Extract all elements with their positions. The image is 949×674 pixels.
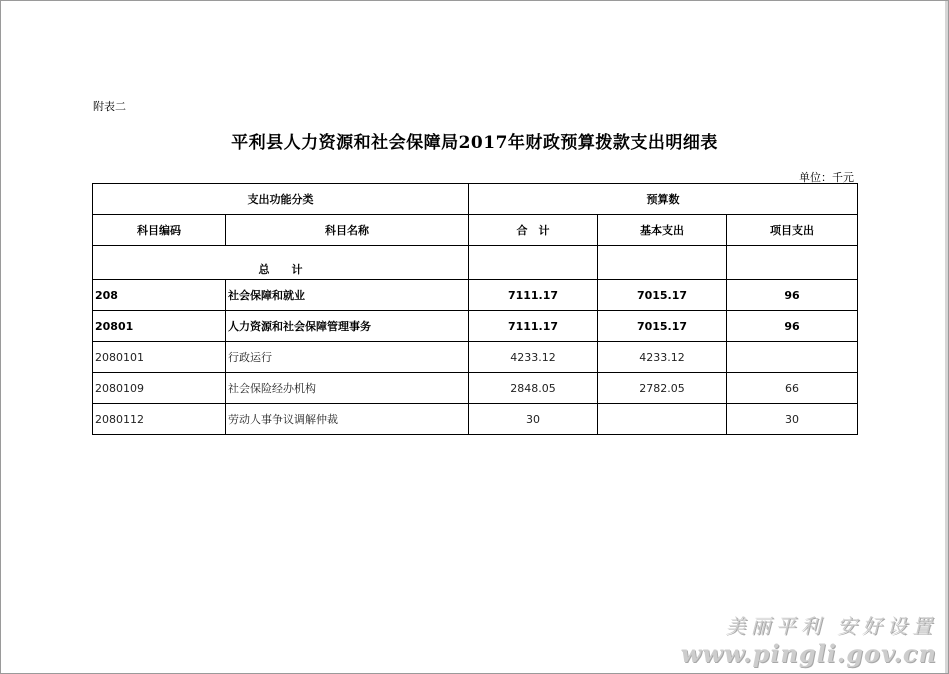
table-row (93, 373, 858, 404)
row-project (727, 342, 858, 373)
header-row-2 (93, 215, 858, 246)
row-total: 7111.17 (469, 280, 598, 311)
watermark-url: www.pingli.gov.cn (680, 639, 937, 668)
row-project: 96 (727, 280, 858, 311)
header-code: 科目编码 (93, 215, 226, 246)
header-project: 项目支出 (727, 215, 858, 246)
row-name: 人力资源和社会保障管理事务 (226, 311, 469, 342)
row-project: 96 (727, 311, 858, 342)
row-name: 行政运行 (226, 342, 469, 373)
unit-label: 单位：千元 (799, 171, 854, 184)
row-total: 4233.12 (469, 342, 598, 373)
total-row (93, 246, 858, 280)
row-name: 社会保险经办机构 (226, 373, 469, 404)
row-total: 2848.05 (469, 373, 598, 404)
row-basic (598, 404, 727, 435)
table-row (93, 342, 858, 373)
table-row (93, 280, 858, 311)
row-project: 66 (727, 373, 858, 404)
row-total: 7111.17 (469, 311, 598, 342)
total-project (727, 246, 858, 280)
row-basic: 4233.12 (598, 342, 727, 373)
row-total: 30 (469, 404, 598, 435)
table-row (93, 404, 858, 435)
page-title: 平利县人力资源和社会保障局2017年财政预算拨款支出明细表 (231, 133, 718, 153)
total-total (469, 246, 598, 280)
row-code: 2080109 (93, 373, 226, 404)
row-basic: 7015.17 (598, 280, 727, 311)
row-name: 社会保障和就业 (226, 280, 469, 311)
header-total: 合 计 (469, 215, 598, 246)
header-basic: 基本支出 (598, 215, 727, 246)
site-watermark (681, 610, 937, 668)
budget-table (92, 183, 858, 435)
row-code: 2080101 (93, 342, 226, 373)
row-code: 208 (93, 280, 226, 311)
appendix-label: 附表二 (93, 100, 126, 113)
total-label: 总 计 (93, 246, 469, 280)
watermark-slogan: 美丽平利 安好设置 (725, 614, 937, 638)
header-row-1 (93, 184, 858, 215)
row-project: 30 (727, 404, 858, 435)
header-name: 科目名称 (226, 215, 469, 246)
row-basic: 2782.05 (598, 373, 727, 404)
header-function-category: 支出功能分类 (93, 184, 469, 215)
row-basic: 7015.17 (598, 311, 727, 342)
header-budget-amount: 预算数 (469, 184, 858, 215)
row-code: 2080112 (93, 404, 226, 435)
row-code: 20801 (93, 311, 226, 342)
table-row (93, 311, 858, 342)
row-name: 劳动人事争议调解仲裁 (226, 404, 469, 435)
total-basic (598, 246, 727, 280)
